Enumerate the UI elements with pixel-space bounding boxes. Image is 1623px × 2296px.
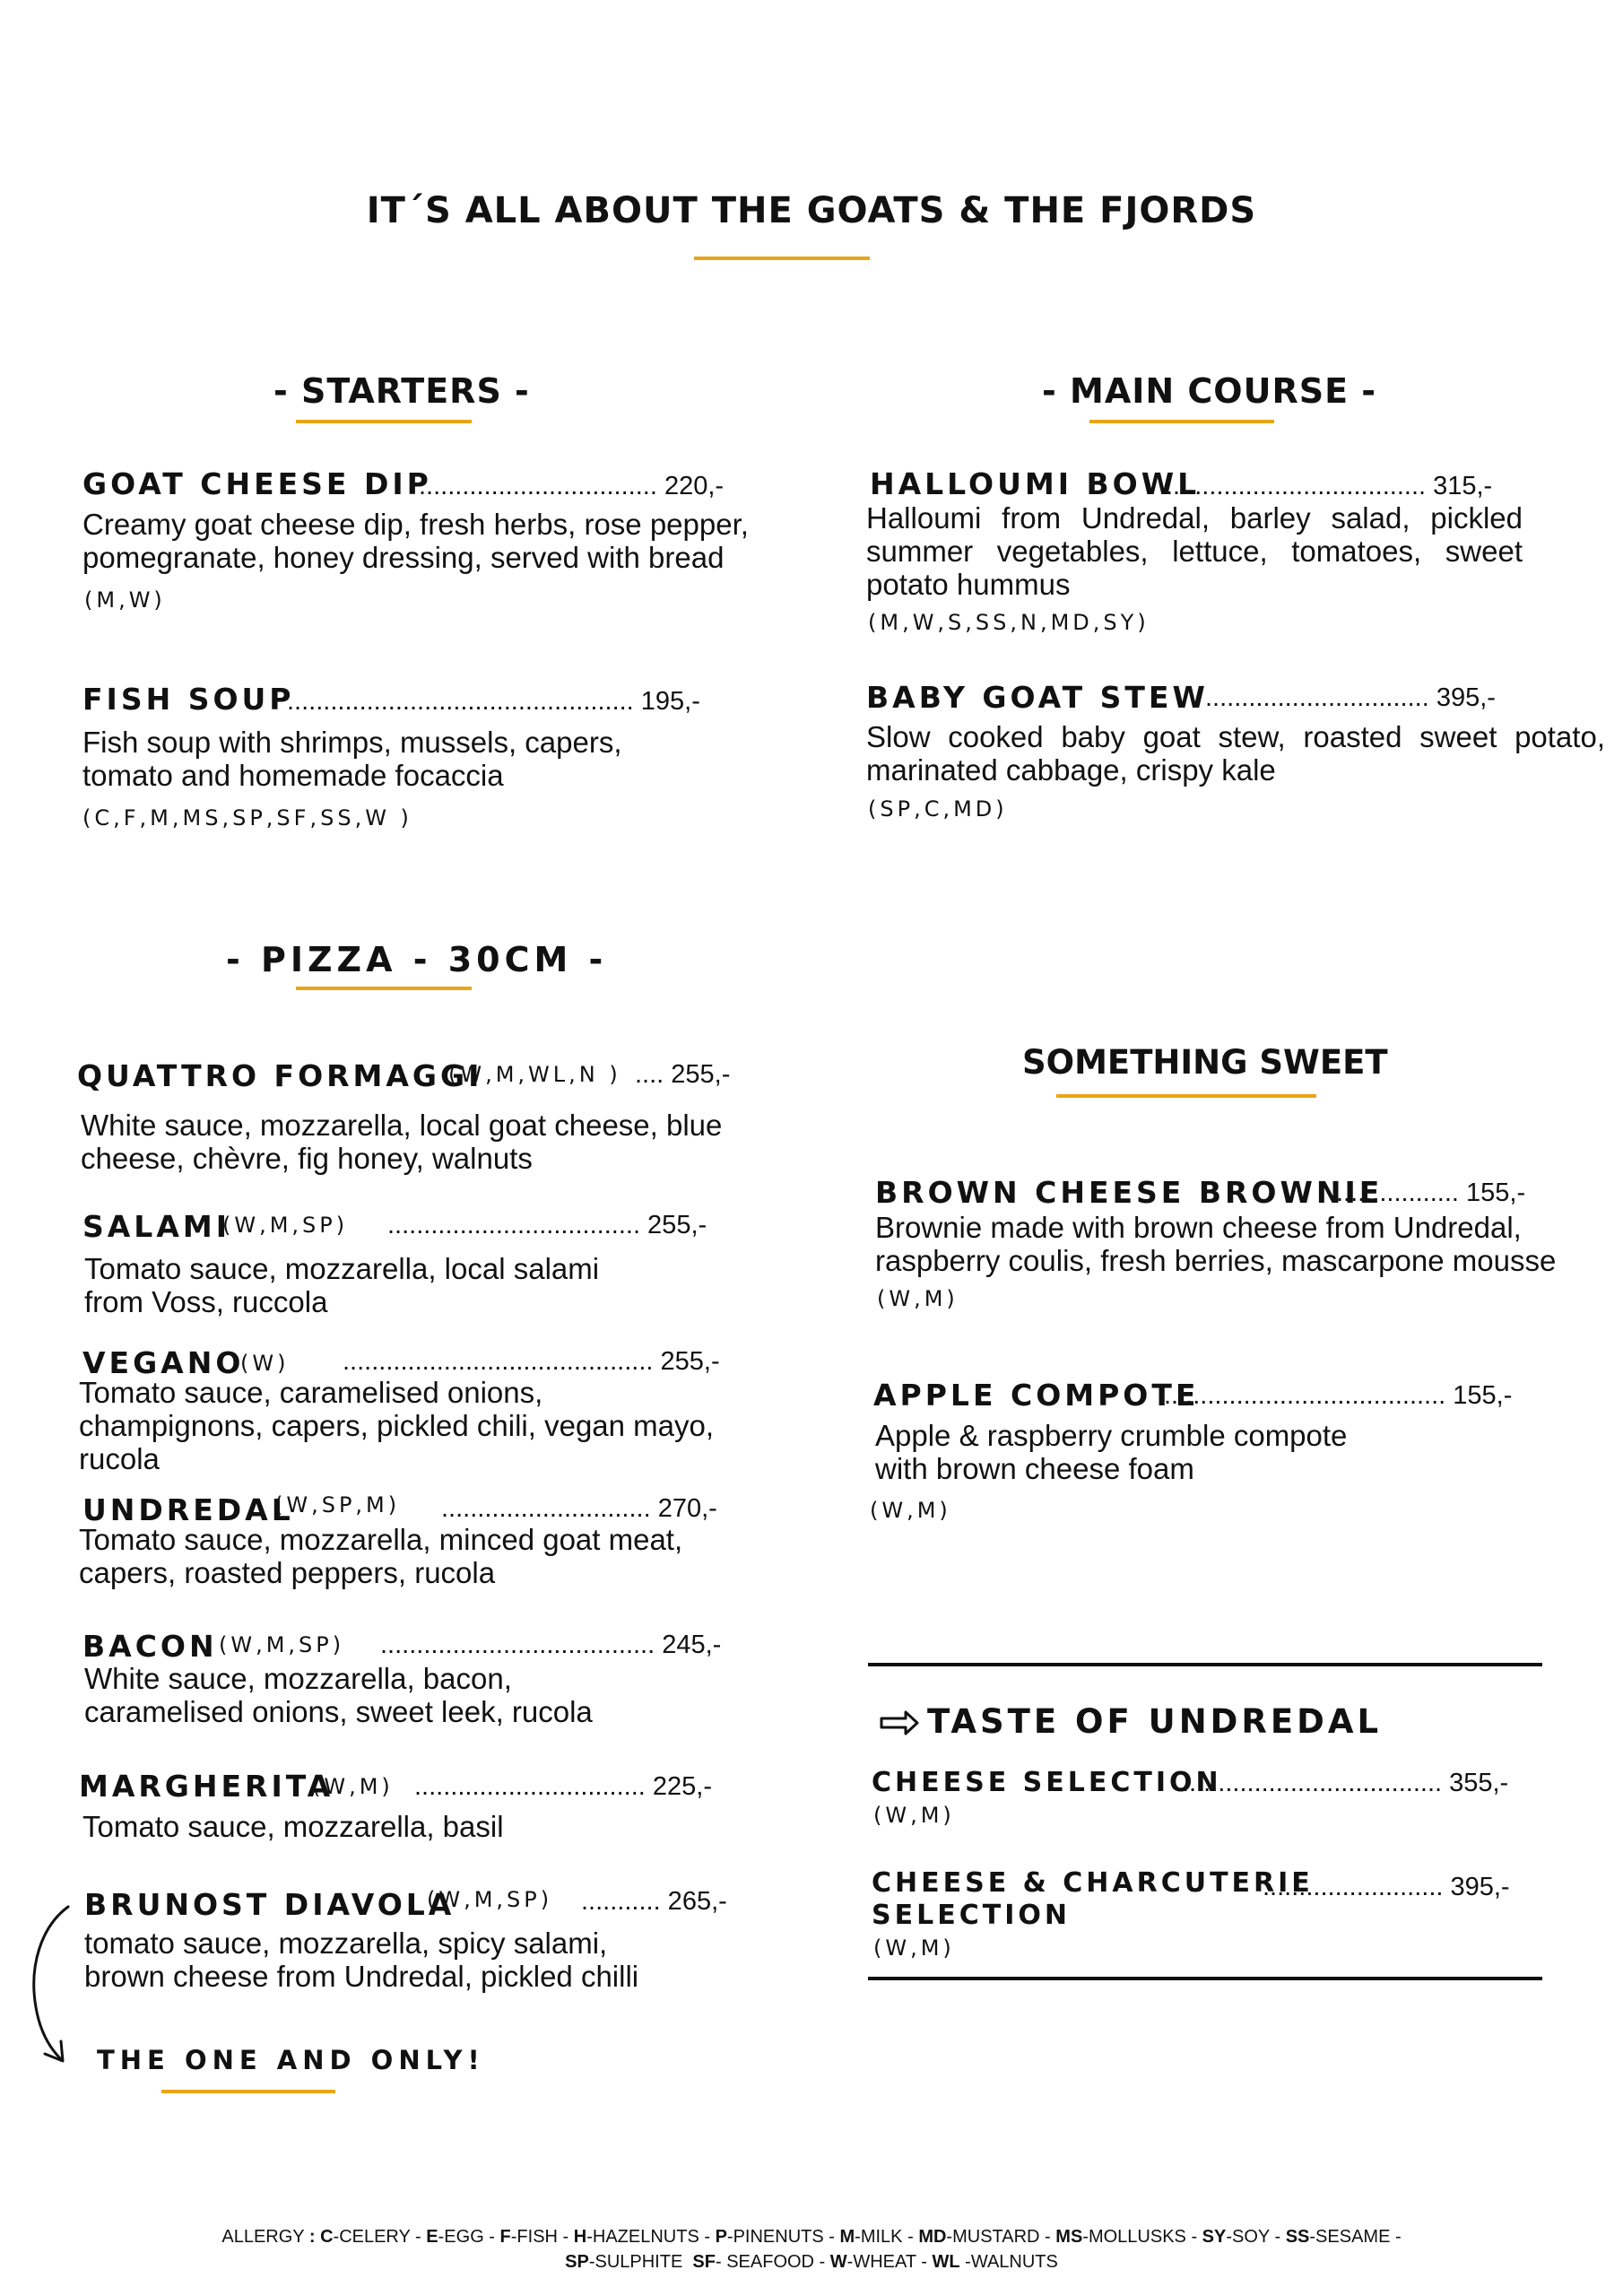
salami-allergens: (W,M,SP) [222, 1213, 349, 1238]
allergy-text: SOY [1232, 2227, 1270, 2247]
halloumi-bowl-desc: Halloumi from Undredal, barley salad, pickled summer vegetables, lettuce, tomatoes, sweet potato hummus [866, 501, 1523, 601]
main-course-underline [1089, 420, 1274, 423]
brunost-diavola-price: ........... 265,- [581, 1887, 727, 1916]
undredal-desc-line1: Tomato sauce, mozzarella, minced goat meat, [79, 1523, 683, 1556]
bacon-allergens: (W,M,SP) [219, 1632, 345, 1657]
vegano-desc-line2: champignons, capers, pickled chili, vegan mayo, [79, 1409, 715, 1442]
apple-compote-desc-line2: with brown cheese foam [875, 1452, 1194, 1485]
goat-cheese-dip-desc-line2: pomegranate, honey dressing, served with bread [82, 541, 725, 574]
brown-cheese-brownie-desc-line1: Brownie made with brown cheese from Undredal, [875, 1211, 1522, 1244]
allergy-legend [0, 2224, 1623, 2274]
halloumi-bowl-price: .................................... 315,- [1166, 472, 1493, 500]
fish-soup-price: ................................................ 195,- [287, 687, 700, 716]
cheese-selection-allergens: (W,M) [873, 1803, 955, 1828]
allergy-text: FISH [516, 2227, 558, 2247]
allergy-code: WL [932, 2252, 960, 2272]
goat-cheese-dip-name: GOAT CHEESE DIP [82, 466, 432, 501]
apple-compote-name: APPLE COMPOTE [873, 1378, 1200, 1413]
sweet-heading: SOMETHING SWEET [1022, 1043, 1388, 1082]
salami-desc-line2: from Voss, ruccola [84, 1285, 328, 1318]
salami-price: ................................... 255,- [387, 1211, 707, 1239]
taste-top-rule [868, 1663, 1542, 1666]
goat-cheese-dip-allergens: (M,W) [84, 587, 166, 613]
allergy-text: HAZELNUTS [592, 2227, 699, 2247]
allergy-legend-line1: ALLERGY : C-CELERY - E-EGG - F-FISH - H-HAZELNUTS - P-PINENUTS - M-MILK - MD-MUSTARD - MS-MOLLUSKS - SY-SOY - SS-SESAME - [221, 2227, 1402, 2247]
cheese-charcuterie-allergens: (W,M) [873, 1935, 955, 1961]
allergy-text: SEAFOOD [726, 2252, 814, 2272]
allergy-code: MS [1055, 2227, 1083, 2247]
pizza-heading: - PIZZA - 30CM - [226, 940, 608, 979]
quattro-formaggi-desc-line2: cheese, chèvre, fig honey, walnuts [81, 1142, 533, 1175]
goat-cheese-dip-desc-line1: Creamy goat cheese dip, fresh herbs, rose pepper, [82, 508, 749, 541]
cheese-selection-price: .................................... 355,- [1182, 1769, 1509, 1797]
salami-desc-line1: Tomato sauce, mozzarella, local salami [84, 1252, 600, 1285]
starters-underline [296, 420, 472, 423]
baby-goat-stew-price: ............................... 395,- [1205, 683, 1496, 712]
brown-cheese-brownie-allergens: (W,M) [877, 1286, 959, 1311]
one-and-only-label: THE ONE AND ONLY! [97, 2045, 485, 2075]
fish-soup-name: FISH SOUP [82, 682, 295, 717]
undredal-allergens: (W,SP,M) [274, 1492, 401, 1518]
quattro-formaggi-desc-line1: White sauce, mozzarella, local goat cheese, blue [81, 1109, 723, 1142]
main-course-heading: - MAIN COURSE - [1042, 371, 1377, 411]
allergy-code: SP [565, 2252, 589, 2272]
bacon-desc-line1: White sauce, mozzarella, bacon, [84, 1662, 512, 1695]
goat-cheese-dip-price: ................................. 220,- [419, 472, 725, 500]
margherita-name: MARGHERITA [79, 1769, 334, 1804]
allergy-text: PINENUTS [733, 2227, 824, 2247]
fish-soup-desc-line1: Fish soup with shrimps, mussels, capers, [82, 726, 622, 759]
apple-compote-allergens: (W,M) [870, 1498, 951, 1523]
halloumi-bowl-allergens: (M,W,S,SS,N,MD,SY) [868, 610, 1150, 635]
vegano-price: ........................................... 255,- [343, 1347, 720, 1376]
baby-goat-stew-desc: Slow cooked baby goat stew, roasted sweet potato, marinated cabbage, crispy kale [866, 720, 1605, 787]
allergy-code: SF [692, 2252, 716, 2272]
vegano-desc-line1: Tomato sauce, caramelised onions, [79, 1376, 543, 1409]
fish-soup-allergens: (C,F,M,MS,SP,SF,SS,W ) [82, 805, 412, 831]
vegano-name: VEGANO [82, 1345, 245, 1380]
title-underline [694, 257, 870, 260]
quattro-formaggi-allergens: (W,M,WL,N ) [448, 1062, 621, 1087]
bacon-name: BACON [82, 1629, 218, 1664]
undredal-price: ............................. 270,- [441, 1494, 717, 1523]
margherita-desc-line1: Tomato sauce, mozzarella, basil [82, 1810, 504, 1843]
allergy-code: H [573, 2227, 587, 2247]
allergy-code: SS [1285, 2227, 1310, 2247]
allergy-code: MD [918, 2227, 947, 2247]
undredal-name: UNDREDAL [82, 1492, 294, 1527]
cheese-charcuterie-name-line2: SELECTION [872, 1900, 1071, 1931]
allergy-code: E [426, 2227, 438, 2247]
allergy-text: SULPHITE [595, 2252, 683, 2272]
baby-goat-stew-allergens: (SP,C,MD) [868, 796, 1008, 822]
cheese-selection-name: CHEESE SELECTION [872, 1767, 1222, 1798]
baby-goat-stew-name: BABY GOAT STEW [866, 680, 1209, 715]
hand-pointing-arrow-icon [879, 1709, 920, 1736]
margherita-allergens: (W,M) [312, 1774, 394, 1799]
allergy-label: ALLERGY [221, 2227, 305, 2247]
quattro-formaggi-name: QUATTRO FORMAGGI [77, 1058, 483, 1093]
quattro-formaggi-price: .... 255,- [635, 1060, 731, 1089]
apple-compote-desc-line1: Apple & raspberry crumble compote [875, 1419, 1348, 1452]
allergy-legend-line2: SP-SULPHITE SF- SEAFOOD - W-WHEAT - WL -WALNUTS [565, 2252, 1058, 2272]
bacon-price: ...................................... 245,- [380, 1631, 722, 1659]
allergy-text: MUSTARD [952, 2227, 1040, 2247]
allergy-code: W [829, 2252, 847, 2272]
salami-name: SALAMI [82, 1209, 230, 1244]
allergy-text: EGG [444, 2227, 484, 2247]
margherita-price: ................................ 225,- [414, 1772, 712, 1801]
brunost-diavola-allergens: (W,M,SP) [427, 1887, 553, 1912]
allergy-text: WHEAT [853, 2252, 916, 2272]
allergy-code: P [715, 2227, 727, 2247]
allergy-code: C [320, 2227, 334, 2247]
fish-soup-desc-line2: tomato and homemade focaccia [82, 759, 504, 792]
pizza-underline [296, 987, 472, 990]
vegano-allergens: (W) [240, 1351, 290, 1376]
sweet-underline [1056, 1094, 1316, 1098]
cheese-charcuterie-price: ......................... 395,- [1263, 1873, 1510, 1901]
taste-bottom-rule [868, 1977, 1542, 1980]
allergy-text: MILK [860, 2227, 903, 2247]
brunost-diavola-desc-line2: brown cheese from Undredal, pickled chilli [84, 1960, 639, 1993]
brown-cheese-brownie-name: BROWN CHEESE BROWNIE [875, 1175, 1384, 1210]
halloumi-bowl-name: HALLOUMI BOWL [870, 466, 1201, 501]
taste-heading: TASTE OF UNDREDAL [927, 1702, 1383, 1741]
page-title: IT´S ALL ABOUT THE GOATS & THE FJORDS [366, 190, 1257, 231]
apple-compote-price: ....................................... 155,- [1164, 1381, 1513, 1410]
vegano-desc-line3: rucola [79, 1442, 160, 1475]
allergy-text: WALNUTS [970, 2252, 1058, 2272]
allergy-text: CELERY [339, 2227, 411, 2247]
starters-heading: - STARTERS - [273, 371, 530, 411]
undredal-desc-line2: capers, roasted peppers, rucola [79, 1556, 496, 1589]
bacon-desc-line2: caramelised onions, sweet leek, rucola [84, 1695, 593, 1728]
allergy-code: F [499, 2227, 511, 2247]
brown-cheese-brownie-desc-line2: raspberry coulis, fresh berries, mascarpone mousse [875, 1244, 1557, 1277]
allergy-code: M [839, 2227, 855, 2247]
brown-cheese-brownie-price: ................. 155,- [1336, 1178, 1526, 1207]
one-and-only-underline [161, 2090, 335, 2093]
cheese-charcuterie-name-line1: CHEESE & CHARCUTERIE [872, 1867, 1314, 1899]
allergy-text: SESAME [1315, 2227, 1391, 2247]
brunost-diavola-name: BRUNOST DIAVOLA [84, 1887, 456, 1922]
curved-arrow-icon [22, 1901, 75, 2066]
allergy-text: MOLLUSKS [1088, 2227, 1186, 2247]
brunost-diavola-desc-line1: tomato sauce, mozzarella, spicy salami, [84, 1926, 608, 1960]
allergy-code: SY [1202, 2227, 1227, 2247]
